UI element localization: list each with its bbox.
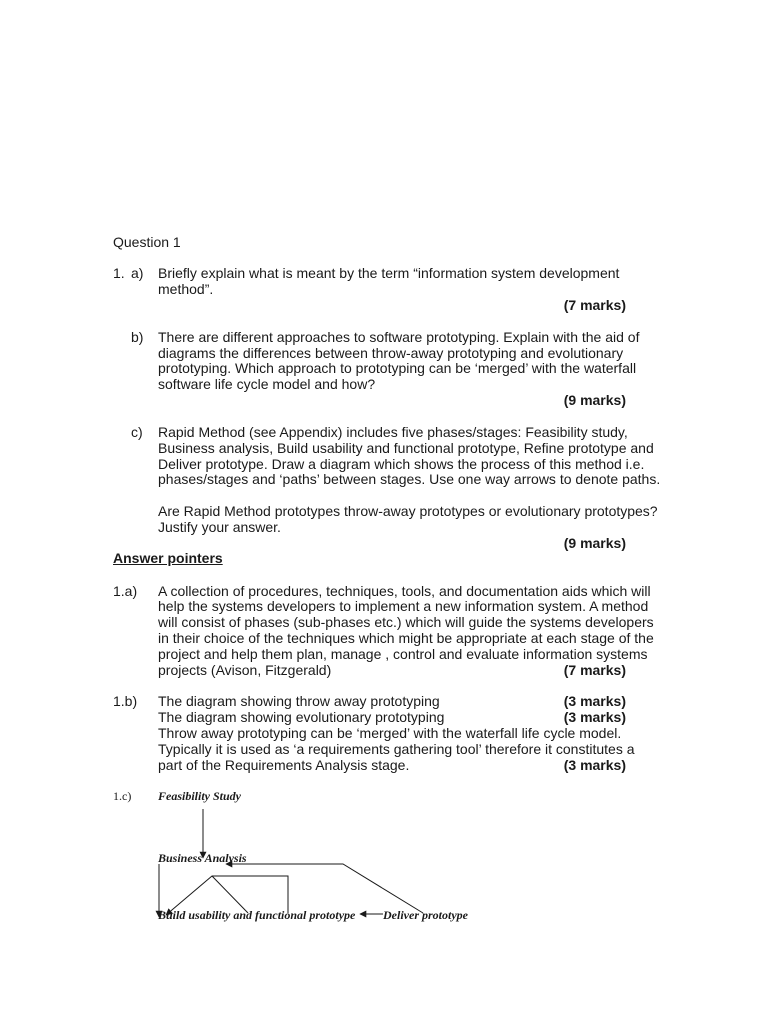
q1b-line: diagrams the differences between throw-away prototyping and evolutionary	[158, 345, 624, 361]
q1b-line: There are different approaches to software prototyping. Explain with the aid of	[158, 329, 640, 345]
answer-label-1b: 1.b)	[113, 693, 138, 709]
q1c-line: Justify your answer.	[158, 519, 281, 535]
q1b-marks: (9 marks)	[563, 392, 626, 408]
q1b-line: software life cycle model and how?	[158, 376, 376, 392]
a1b-marks: (3 marks)	[563, 757, 626, 773]
q1a-marks: (7 marks)	[563, 297, 626, 313]
answer-label-1c: 1.c)	[113, 789, 132, 803]
a1b-line: Throw away prototyping can be ‘merged’ with the waterfall life cycle model.	[158, 725, 622, 741]
q1a-line: method”.	[158, 281, 214, 297]
q1a-line: Briefly explain what is meant by the term “information system development	[158, 265, 620, 281]
stage-deliver-prototype: Deliver prototype	[383, 908, 468, 922]
a1b-marks: (3 marks)	[563, 709, 626, 725]
a1b-marks: (3 marks)	[563, 693, 626, 709]
a1b-line: part of the Requirements Analysis stage.	[158, 757, 410, 773]
q1b-line: prototyping. Which approach to prototyping can be ‘merged’ with the waterfall	[158, 360, 637, 376]
part-letter-b: b)	[131, 329, 144, 345]
q1c-line: Deliver prototype. Draw a diagram which shows the process of this method i.e.	[158, 456, 645, 472]
q1c-line: Business analysis, Build usability and functional prototype, Refine prototype and	[158, 440, 654, 456]
stage-feasibility-study: Feasibility Study	[158, 789, 242, 803]
a1a-line: help the systems developers to implement a new information system. A method	[158, 598, 649, 614]
answer-heading: Answer pointers	[113, 550, 223, 566]
answer-label-1a: 1.a)	[113, 583, 138, 599]
a1a-line: will consist of phases (sub-phases etc.) which will guide the systems developers	[158, 614, 654, 630]
stage-build-prototype: Build usability and functional prototype	[158, 908, 356, 922]
part-letter-c: c)	[131, 424, 143, 440]
a1b-line: Typically it is used as ‘a requirements gathering tool’ therefore it constitutes a	[158, 741, 635, 757]
a1a-line: A collection of procedures, techniques, tools, and documentation aids which will	[158, 583, 651, 599]
q1c-line: phases/stages and ‘paths’ between stages. Use one way arrows to denote paths.	[158, 471, 661, 487]
a1a-marks: (7 marks)	[563, 662, 626, 678]
q1c-line: Rapid Method (see Appendix) includes five phases/stages: Feasibility study,	[158, 424, 628, 440]
arrow-deliver-to-business	[226, 864, 423, 913]
q1c-marks: (9 marks)	[563, 535, 626, 551]
a1b-line: The diagram showing throw away prototyping	[158, 693, 440, 709]
stage-business-analysis: Business Analysis	[158, 851, 247, 865]
a1a-line: in their choice of the techniques which might be appropriate at each stage of the	[158, 630, 654, 646]
a1b-line: The diagram showing evolutionary prototyping	[158, 709, 445, 725]
q1c-line: Are Rapid Method prototypes throw-away prototypes or evolutionary prototypes?	[158, 503, 658, 519]
question-number: 1.	[113, 265, 125, 281]
a1a-line: projects (Avison, Fitzgerald)	[158, 662, 332, 678]
part-letter-a: a)	[131, 265, 144, 281]
a1a-line: project and help them plan, manage , control and evaluate information systems	[158, 646, 648, 662]
page-title: Question 1	[113, 234, 181, 250]
